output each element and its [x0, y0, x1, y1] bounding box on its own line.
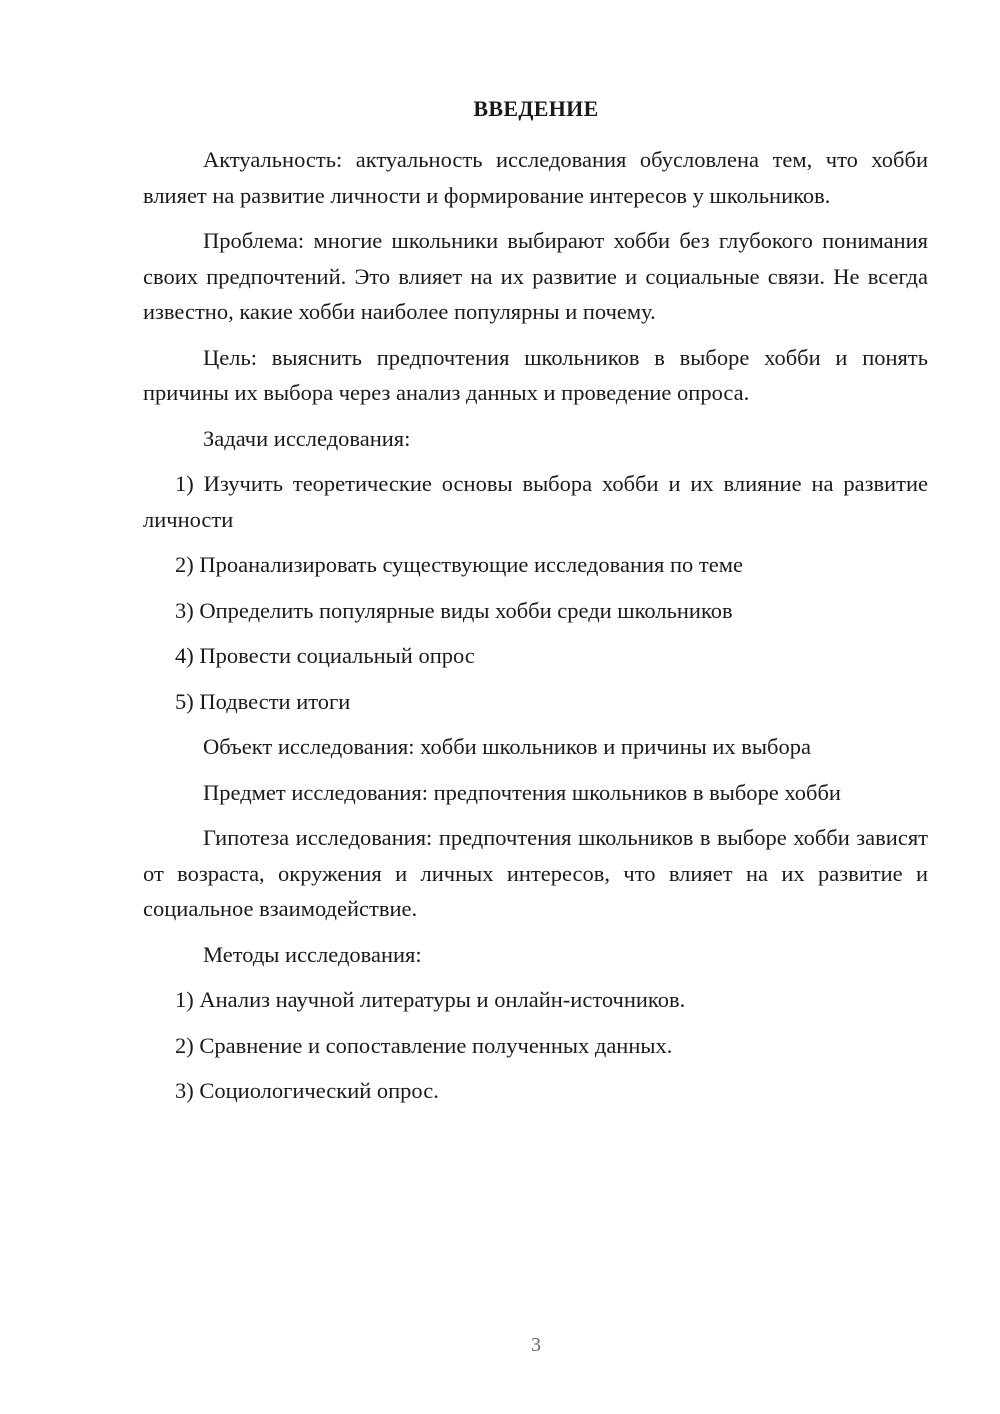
method-item-3: 3) Социологический опрос.: [175, 1078, 439, 1103]
task-item-3: 3) Определить популярные виды хобби среди школьников: [175, 597, 733, 623]
task-item-5: 5) Подвести итоги: [175, 688, 351, 714]
paragraph-subject: Предмет исследования: предпочтения школьников в выборе хобби: [203, 779, 841, 805]
task-item-1: 1) Изучить теоретические основы выбора хобби и их влияние на развитие личности: [143, 471, 928, 532]
paragraph-relevance: Актуальность: актуальность исследования обусловлена тем, что хобби влияет на развитие личности и формирование интересов у школьников.: [143, 147, 928, 208]
paragraph-goal: Цель: выяснить предпочтения школьников в выборе хобби и понять причины их выбора через анализ данных и проведение опроса.: [143, 344, 928, 405]
paragraph-problem: Проблема: многие школьники выбирают хобби без глубокого понимания своих предпочтений. Это влияет на их развитие и социальные связи. Не всегда известно, какие хобби наиболее популярны и почему.: [143, 228, 928, 324]
page-number: 3: [531, 1334, 541, 1356]
methods-heading: Методы исследования:: [203, 941, 422, 967]
tasks-heading: Задачи исследования:: [203, 425, 411, 451]
task-item-4: 4) Провести социальный опрос: [175, 643, 475, 668]
paragraph-hypothesis: Гипотеза исследования: предпочтения школьников в выборе хобби зависят от возраста, окружения и личных интересов, что влияет на их развитие и социальное взаимодействие.: [143, 825, 928, 921]
method-item-2: 2) Сравнение и сопоставление полученных данных.: [175, 1032, 673, 1058]
document-body: [143, 142, 928, 1119]
paragraph-object: Объект исследования: хобби школьников и причины их выбора: [203, 734, 811, 759]
page-title: ВВЕДЕНИЕ: [473, 96, 599, 121]
task-item-2: 2) Проанализировать существующие исследования по теме: [175, 552, 743, 577]
method-item-1: 1) Анализ научной литературы и онлайн-источников.: [175, 987, 686, 1012]
